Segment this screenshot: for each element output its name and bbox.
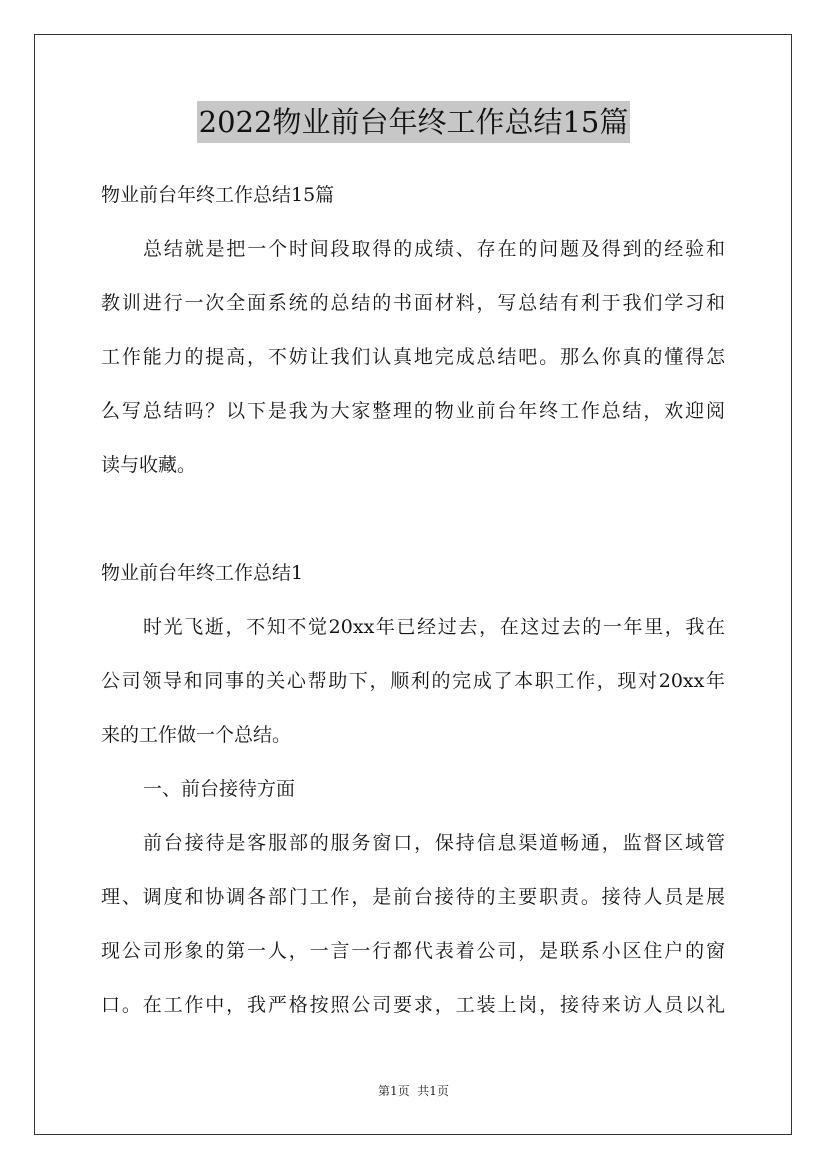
document-subtitle: 物业前台年终工作总结15篇 bbox=[101, 184, 335, 206]
section1-para1-line-1: 时光飞逝，不知不觉20xx年已经过去，在这过去的一年里，我在 bbox=[143, 616, 725, 638]
section1-para2-line-1: 前台接待是客服部的服务窗口，保持信息渠道畅通，监督区域管 bbox=[143, 832, 725, 854]
subheading-reception: 一、前台接待方面 bbox=[143, 778, 296, 800]
section1-para2-line-2: 理、调度和协调各部门工作，是前台接待的主要职责。接待人员是展 bbox=[101, 886, 725, 908]
intro-line-5: 读与收藏。 bbox=[101, 454, 197, 476]
section-heading-1: 物业前台年终工作总结1 bbox=[101, 562, 304, 584]
section1-para1-line-2: 公司领导和同事的关心帮助下，顺利的完成了本职工作，现对20xx年 bbox=[101, 670, 725, 692]
section1-para2-line-4: 口。在工作中，我严格按照公司要求，工装上岗，接待来访人员以礼 bbox=[101, 994, 725, 1016]
page-footer: 第1页 共1页 bbox=[378, 1084, 449, 1098]
document-title: 2022物业前台年终工作总结15篇 bbox=[197, 101, 631, 143]
intro-line-4: 么写总结吗？以下是我为大家整理的物业前台年终工作总结，欢迎阅 bbox=[101, 400, 725, 422]
intro-line-2: 教训进行一次全面系统的总结的书面材料，写总结有利于我们学习和 bbox=[101, 292, 725, 314]
intro-line-1: 总结就是把一个时间段取得的成绩、存在的问题及得到的经验和 bbox=[143, 238, 725, 260]
intro-line-3: 工作能力的提高，不妨让我们认真地完成总结吧。那么你真的懂得怎 bbox=[101, 346, 725, 368]
section1-para2-line-3: 现公司形象的第一人，一言一行都代表着公司，是联系小区住户的窗 bbox=[101, 940, 725, 962]
title-container bbox=[0, 101, 827, 143]
section1-para1-line-3: 来的工作做一个总结。 bbox=[101, 724, 292, 746]
